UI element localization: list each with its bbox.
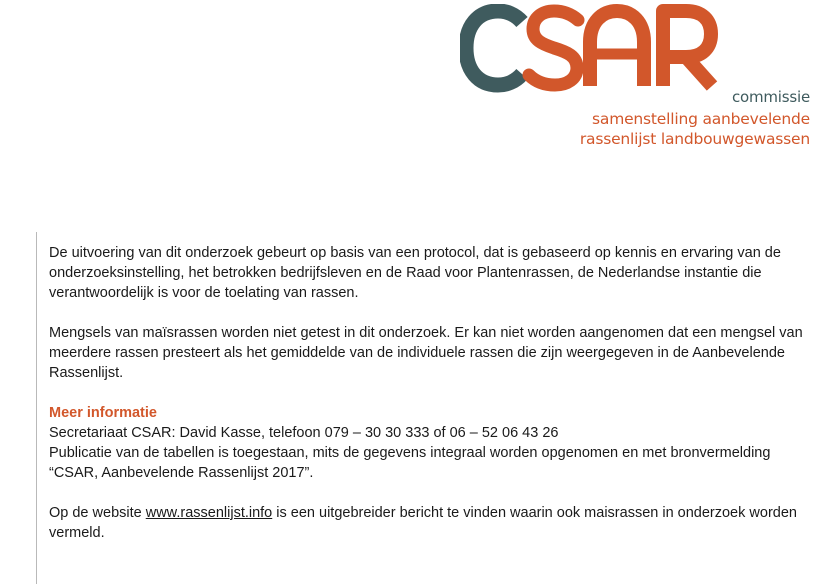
meer-informatie-heading: Meer informatie [49, 405, 157, 421]
logo-subtitle-line1: samenstelling aanbevelende [592, 110, 810, 128]
paragraph-mengsels: Mengsels van maïsrassen worden niet getest in dit onderzoek. Er kan niet worden aangenomen dat een mengsel van meerdere rassen presteert als het gemiddelde van de individuele rassen die zijn weergegeven in de Aanbevelende Rassenlijst. [49, 325, 803, 381]
website-link[interactable]: www.rassenlijst.info [145, 505, 273, 521]
paragraph-protocol: De uitvoering van dit onderzoek gebeurt op basis van een protocol, dat is gebaseerd op kennis en ervaring van de onderzoeksinstelling, het betrokken bedrijfsleven en de Raad voor Plantenrassen, de Nederlandse instantie die verantwoordelijk is voor de toelating van rassen. [49, 245, 781, 301]
left-margin-rule [36, 232, 37, 584]
website-suffix: is een uitgebreider bericht te vinden waarin ook maisrassen in onderzoek worden vermeld. [49, 505, 797, 541]
csar-logo [460, 4, 820, 154]
csar-wordmark [460, 4, 820, 94]
logo-commissie: commissie [731, 88, 810, 106]
publication-line: Publicatie van de tabellen is toegestaan, mits de gegevens integraal worden opgenomen en met bronvermelding “CSAR, Aanbevelende Rassenlijst 2017”. [49, 445, 771, 481]
logo-subtitle-line2: rassenlijst landbouwgewassen [579, 130, 810, 148]
paragraph-website [49, 503, 809, 543]
website-prefix: Op de website [49, 505, 146, 521]
document-body [49, 243, 809, 563]
contact-line: Secretariaat CSAR: David Kasse, telefoon 079 – 30 30 333 of 06 – 52 06 43 26 [49, 425, 559, 441]
